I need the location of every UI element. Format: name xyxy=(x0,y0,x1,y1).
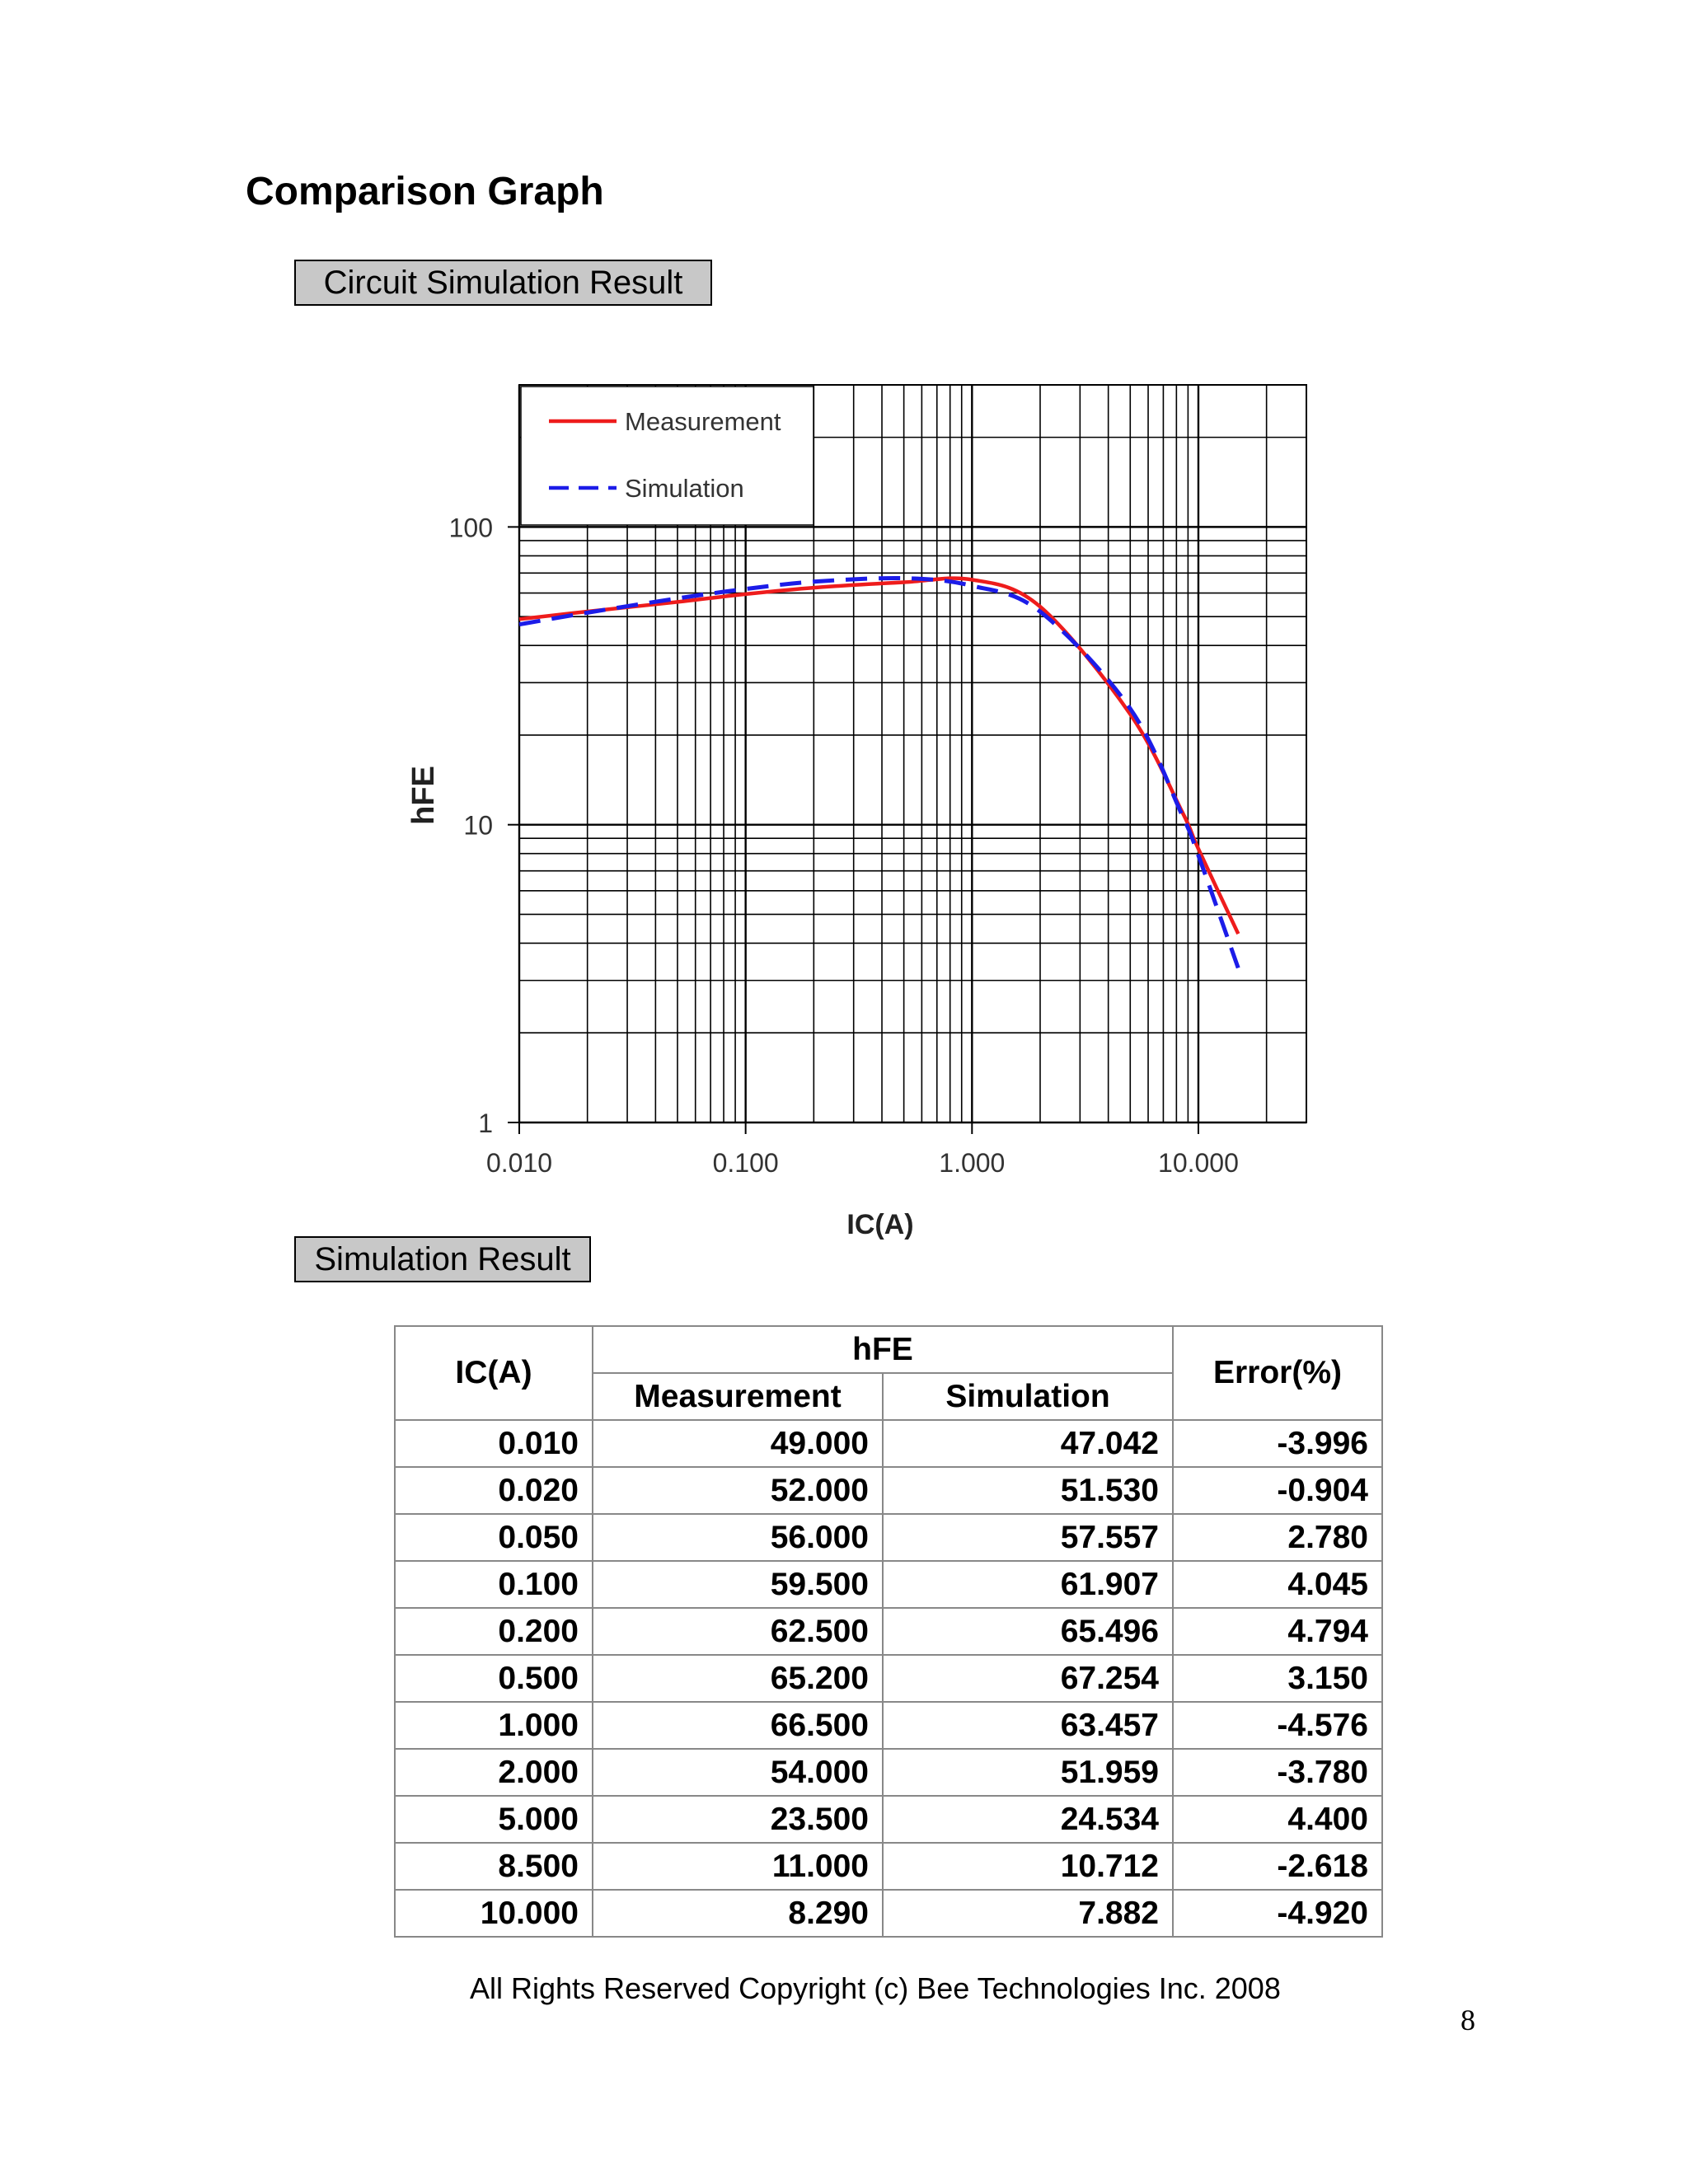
cell-error: 2.780 xyxy=(1173,1514,1382,1561)
cell-measurement: 59.500 xyxy=(593,1561,883,1608)
table-row xyxy=(395,1702,1382,1749)
cell-simulation: 63.457 xyxy=(883,1702,1173,1749)
cell-ic: 0.050 xyxy=(395,1514,593,1561)
cell-error: -3.996 xyxy=(1173,1420,1382,1467)
header-error: Error(%) xyxy=(1173,1326,1382,1420)
cell-error: -4.920 xyxy=(1173,1890,1382,1937)
cell-error: 4.794 xyxy=(1173,1608,1382,1655)
table-row xyxy=(395,1420,1382,1467)
cell-measurement: 23.500 xyxy=(593,1796,883,1843)
table-row xyxy=(395,1608,1382,1655)
cell-simulation: 51.530 xyxy=(883,1467,1173,1514)
x-tick-label: 0.100 xyxy=(712,1148,779,1178)
x-tick-label: 0.010 xyxy=(485,1148,553,1178)
table-row xyxy=(395,1655,1382,1702)
header-simulation: Simulation xyxy=(883,1373,1173,1420)
cell-error: 4.045 xyxy=(1173,1561,1382,1608)
cell-error: 4.400 xyxy=(1173,1796,1382,1843)
cell-measurement: 11.000 xyxy=(593,1843,883,1890)
chart-legend xyxy=(521,387,814,525)
cell-error: 3.150 xyxy=(1173,1655,1382,1702)
table-section-label: Simulation Result xyxy=(294,1236,591,1282)
table-row xyxy=(395,1843,1382,1890)
y-tick-label: 10 xyxy=(463,810,493,841)
cell-ic: 8.500 xyxy=(395,1843,593,1890)
x-tick-label: 10.000 xyxy=(1158,1148,1239,1178)
legend-label-simulation: Simulation xyxy=(625,474,744,503)
copyright-footer: All Rights Reserved Copyright (c) Bee Technologies Inc. 2008 xyxy=(470,1971,1281,2005)
header-measurement: Measurement xyxy=(593,1373,883,1420)
cell-error: -2.618 xyxy=(1173,1843,1382,1890)
x-axis-label: IC(A) xyxy=(846,1209,914,1240)
cell-ic: 10.000 xyxy=(395,1890,593,1937)
cell-simulation: 47.042 xyxy=(883,1420,1173,1467)
results-table xyxy=(394,1325,1383,1938)
cell-error: -4.576 xyxy=(1173,1702,1382,1749)
header-hfe: hFE xyxy=(593,1326,1173,1373)
cell-ic: 5.000 xyxy=(395,1796,593,1843)
cell-ic: 0.500 xyxy=(395,1655,593,1702)
cell-simulation: 24.534 xyxy=(883,1796,1173,1843)
cell-ic: 0.010 xyxy=(395,1420,593,1467)
cell-simulation: 57.557 xyxy=(883,1514,1173,1561)
cell-simulation: 67.254 xyxy=(883,1655,1173,1702)
page-number: 8 xyxy=(1461,2004,1475,2036)
cell-error: -0.904 xyxy=(1173,1467,1382,1514)
cell-measurement: 49.000 xyxy=(593,1420,883,1467)
table-row xyxy=(395,1796,1382,1843)
y-tick-label: 100 xyxy=(448,513,493,543)
cell-measurement: 65.200 xyxy=(593,1655,883,1702)
cell-simulation: 65.496 xyxy=(883,1608,1173,1655)
legend-label-measurement: Measurement xyxy=(625,407,781,436)
cell-simulation: 7.882 xyxy=(883,1890,1173,1937)
cell-measurement: 52.000 xyxy=(593,1467,883,1514)
cell-measurement: 54.000 xyxy=(593,1749,883,1796)
table-row xyxy=(395,1890,1382,1937)
table-row xyxy=(395,1749,1382,1796)
cell-ic: 0.100 xyxy=(395,1561,593,1608)
cell-measurement: 8.290 xyxy=(593,1890,883,1937)
y-axis-label: hFE xyxy=(406,766,441,825)
cell-measurement: 66.500 xyxy=(593,1702,883,1749)
cell-measurement: 56.000 xyxy=(593,1514,883,1561)
table-row xyxy=(395,1467,1382,1514)
table-row xyxy=(395,1514,1382,1561)
cell-simulation: 51.959 xyxy=(883,1749,1173,1796)
header-ic: IC(A) xyxy=(395,1326,593,1420)
cell-measurement: 62.500 xyxy=(593,1608,883,1655)
y-tick-label: 1 xyxy=(478,1108,493,1138)
cell-ic: 0.020 xyxy=(395,1467,593,1514)
cell-error: -3.780 xyxy=(1173,1749,1382,1796)
page-heading: Comparison Graph xyxy=(246,170,604,213)
x-tick-label: 1.000 xyxy=(939,1148,1006,1178)
cell-simulation: 61.907 xyxy=(883,1561,1173,1608)
cell-simulation: 10.712 xyxy=(883,1843,1173,1890)
table-row xyxy=(395,1561,1382,1608)
cell-ic: 1.000 xyxy=(395,1702,593,1749)
graph-section-label: Circuit Simulation Result xyxy=(294,260,712,306)
cell-ic: 0.200 xyxy=(395,1608,593,1655)
cell-ic: 2.000 xyxy=(395,1749,593,1796)
